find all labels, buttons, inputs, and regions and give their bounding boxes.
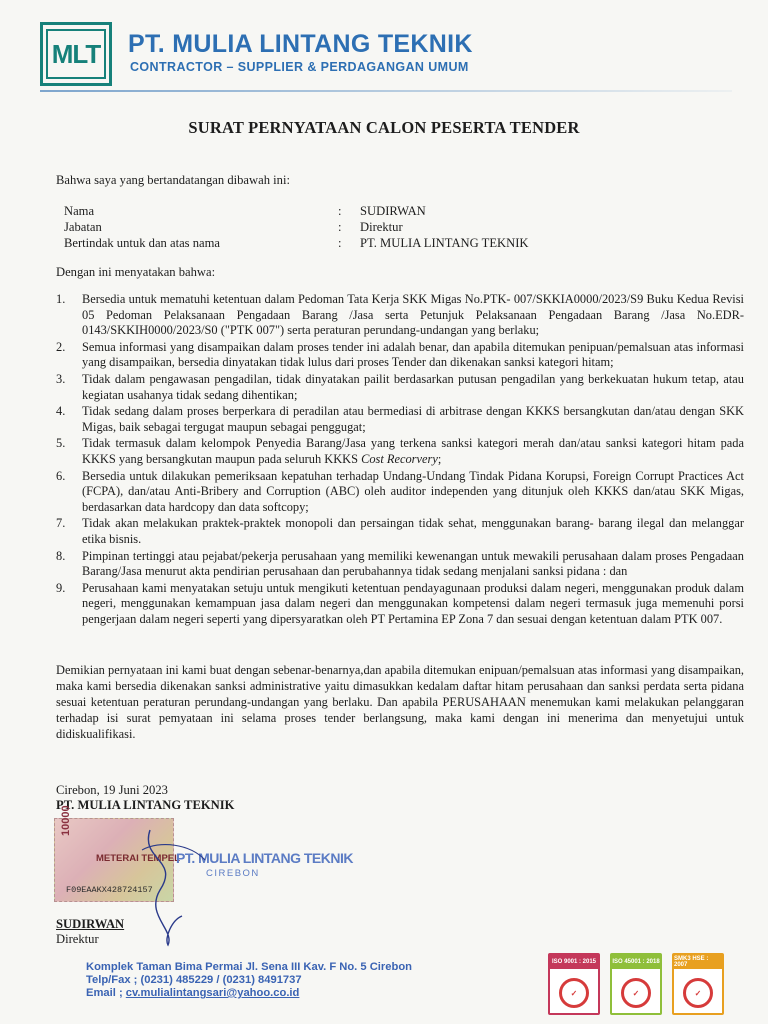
item-number: 8.	[56, 548, 66, 563]
company-seal-city: CIREBON	[206, 868, 260, 879]
meterai-code: F09EAAKX428724157	[66, 885, 153, 895]
cert-label: ISO 9001 : 2015	[550, 955, 598, 969]
cert-label: ISO 45001 : 2018	[612, 955, 660, 969]
handwritten-signature	[120, 820, 230, 950]
letterhead-divider	[40, 90, 732, 92]
field-colon: :	[338, 204, 342, 218]
item-number: 3.	[56, 371, 66, 386]
logo-text: MLT	[46, 29, 106, 79]
field-colon: :	[338, 236, 342, 250]
cert-seal-icon: ✓	[621, 978, 651, 1008]
list-item	[56, 516, 744, 547]
footer-contact	[86, 961, 412, 1000]
field-label: Bertindak untuk dan atas nama	[64, 236, 220, 250]
footer-email-row	[86, 987, 412, 1000]
field-value: SUDIRWAN	[360, 204, 426, 218]
closing-paragraph: Demikian pernyataan ini kami buat dengan sebenar-benarnya,dan apabila ditemukan enipuan/pemalsuan atas informasi yang disampaikan, maka kami bersedia dikenakan sanksi administrative yaitu dimasukkan kedalam daftar hitam perusahaan dan sanksi perdata serta pidana sesuai ketentuan peraturan perundang-undangan yang berlaku. Dan apabila PERUSAHAAN menemukan kami melakukan pelanggaran terhadap isi surat pemyataan ini selama proses tender berlangsung, maka kami dengan ini menerima dan menyetujui untuk didiskualifikasi.	[56, 663, 744, 741]
item-text: Pimpinan tertinggi atau pejabat/pekerja perusahaan yang memiliki kewenangan untuk mewakili perusahaan dalam proses Pengadaan Barang/Jasa menurut akta pendirian perusahaan dan perubahannya tidak sedang menjalani sanksi pidana : dan	[82, 548, 744, 579]
intro-text: Bahwa saya yang bertandatangan dibawah ini:	[56, 173, 290, 187]
item-text: Tidak termasuk dalam kelompok Penyedia Barang/Jasa yang terkena sanksi kategori merah dan/atau sanksi kategori hitam pada KKKS yang bersangkutan maupun pada seluruh KKKS Cost Recorvery;	[82, 436, 744, 466]
item-number: 7.	[56, 516, 66, 531]
item-number: 2.	[56, 339, 66, 354]
footer-phone: Telp/Fax ; (0231) 485229 / (0231) 8491737	[86, 974, 302, 986]
signer-title: Direktur	[56, 932, 99, 946]
item-number: 5.	[56, 436, 66, 451]
item-text: Tidak sedang dalam proses berperkara di peradilan atau bermediasi di arbitrase dengan KKKS bersangkutan dan/atau dengan SKK Migas, baik sebagai tergugat maupun sebagai penggugat;	[82, 404, 744, 434]
certification-badge-iso9001	[548, 953, 600, 1015]
field-row-name	[64, 203, 529, 219]
item-number: 6.	[56, 468, 66, 483]
item-text: Bersedia untuk mematuhi ketentuan dalam Pedoman Tata Kerja SKK Migas No.PTK- 007/SKKIA0000/2023/S9 Buku Kedua Revisi 05 Pedoman Pelaksanaan Pengadaan Barang /Jasa serta Petunjuk Pelaksanaan Pengadaan Barang /Jasa No.EDR-0143/SKKIH0000/2023/S0 ("PTK 007") serta peraturan perundang-undangan yang berlaku;	[82, 292, 744, 338]
item-number: 4.	[56, 404, 66, 419]
list-item	[56, 340, 744, 371]
company-logo	[40, 22, 112, 86]
field-value: Direktur	[360, 220, 403, 234]
meterai-label: METERAI TEMPEL	[96, 853, 180, 864]
place-date: Cirebon, 19 Juni 2023	[56, 783, 168, 797]
company-seal: PT. MULIA LINTANG TEKNIK	[176, 850, 353, 866]
list-item	[56, 372, 744, 403]
field-value: PT. MULIA LINTANG TEKNIK	[360, 236, 529, 250]
list-item	[56, 436, 744, 467]
field-row-position	[64, 219, 529, 235]
signer-name: SUDIRWAN	[56, 917, 125, 931]
item-text: Semua informasi yang disampaikan dalam proses tender ini adalah benar, dan apabila ditemukan penipuan/pemalsuan atas informasi yang disampaikan, bersedia dinyatakan tidak lulus dari proses Tender dan dikenakan sanksi kategori hitam;	[82, 339, 744, 370]
item-text: Bersedia untuk dilakukan pemeriksaan kepatuhan terhadap Undang-Undang Tindak Pidana Korupsi, Foreign Corrupt Practices Act (FCPA), dan/atau Anti-Bribery and Corruption (ABC) oleh auditor independen yang ditunjuk oleh KKKS dan/atau SKK Migas, berdasarkan data hardcopy dan data softcopy;	[82, 468, 744, 514]
item-text: Tidak akan melakukan praktek-praktek monopoli dan persaingan tidak sehat, menggunakan barang- barang ilegal dan melanggar etika bisnis.	[82, 516, 744, 546]
field-colon: :	[338, 220, 342, 234]
cert-label: SMK3 HSE : 2007	[674, 955, 722, 969]
signatory-fields	[64, 203, 529, 251]
field-label: Jabatan	[64, 220, 102, 234]
item-text: Perusahaan kami menyatakan setuju untuk mengikuti ketentuan pendayagunaan produksi dalam negeri, menggunakan produk dalam negeri, menggunakan kemampuan jasa dalam negeri dan menggunakan kompetensi dalam negeri termasuk juga memenuhi porsi pengerjaan dalam negeri seperti yang dipersyaratkan oleh PT Pertamina EP Zona 7 dan sesuai dengan ketentuan dalam PTK 007.	[82, 580, 744, 626]
footer-email-link[interactable]: cv.mulialintangsari@yahoo.co.id	[125, 987, 300, 999]
item-text: Tidak dalam pengawasan pengadilan, tidak dinyatakan pailit berdasarkan putusan pengadilan yang berkekuatan hukum tetap, atau kegiatan usahanya tidak sedang dihentikan;	[82, 371, 744, 402]
list-item	[56, 404, 744, 435]
field-label: Nama	[64, 204, 95, 218]
list-item	[56, 581, 744, 628]
footer-email-label: Email ;	[86, 987, 126, 999]
list-item	[56, 469, 744, 516]
cert-seal-icon: ✓	[559, 978, 589, 1008]
signing-company: PT. MULIA LINTANG TEKNIK	[56, 798, 235, 812]
footer-address: Komplek Taman Bima Permai Jl. Sena III Kav. F No. 5 Cirebon	[86, 961, 412, 973]
statement-list	[56, 292, 744, 628]
statement-intro: Dengan ini menyatakan bahwa:	[56, 265, 216, 279]
certification-badge-iso45001	[610, 953, 662, 1015]
company-name: PT. MULIA LINTANG TEKNIK	[128, 30, 473, 58]
cert-seal-icon: ✓	[683, 978, 713, 1008]
certification-badge-smk3	[672, 953, 724, 1015]
meterai-value: 10000	[60, 805, 72, 836]
document-title: SURAT PERNYATAAN CALON PESERTA TENDER	[188, 118, 580, 137]
list-item	[56, 549, 744, 580]
field-row-company	[64, 235, 529, 251]
item-number: 9.	[56, 580, 66, 595]
item-number: 1.	[56, 292, 66, 306]
company-tagline: CONTRACTOR – SUPPLIER & PERDAGANGAN UMUM	[130, 60, 469, 74]
list-item	[56, 292, 744, 339]
